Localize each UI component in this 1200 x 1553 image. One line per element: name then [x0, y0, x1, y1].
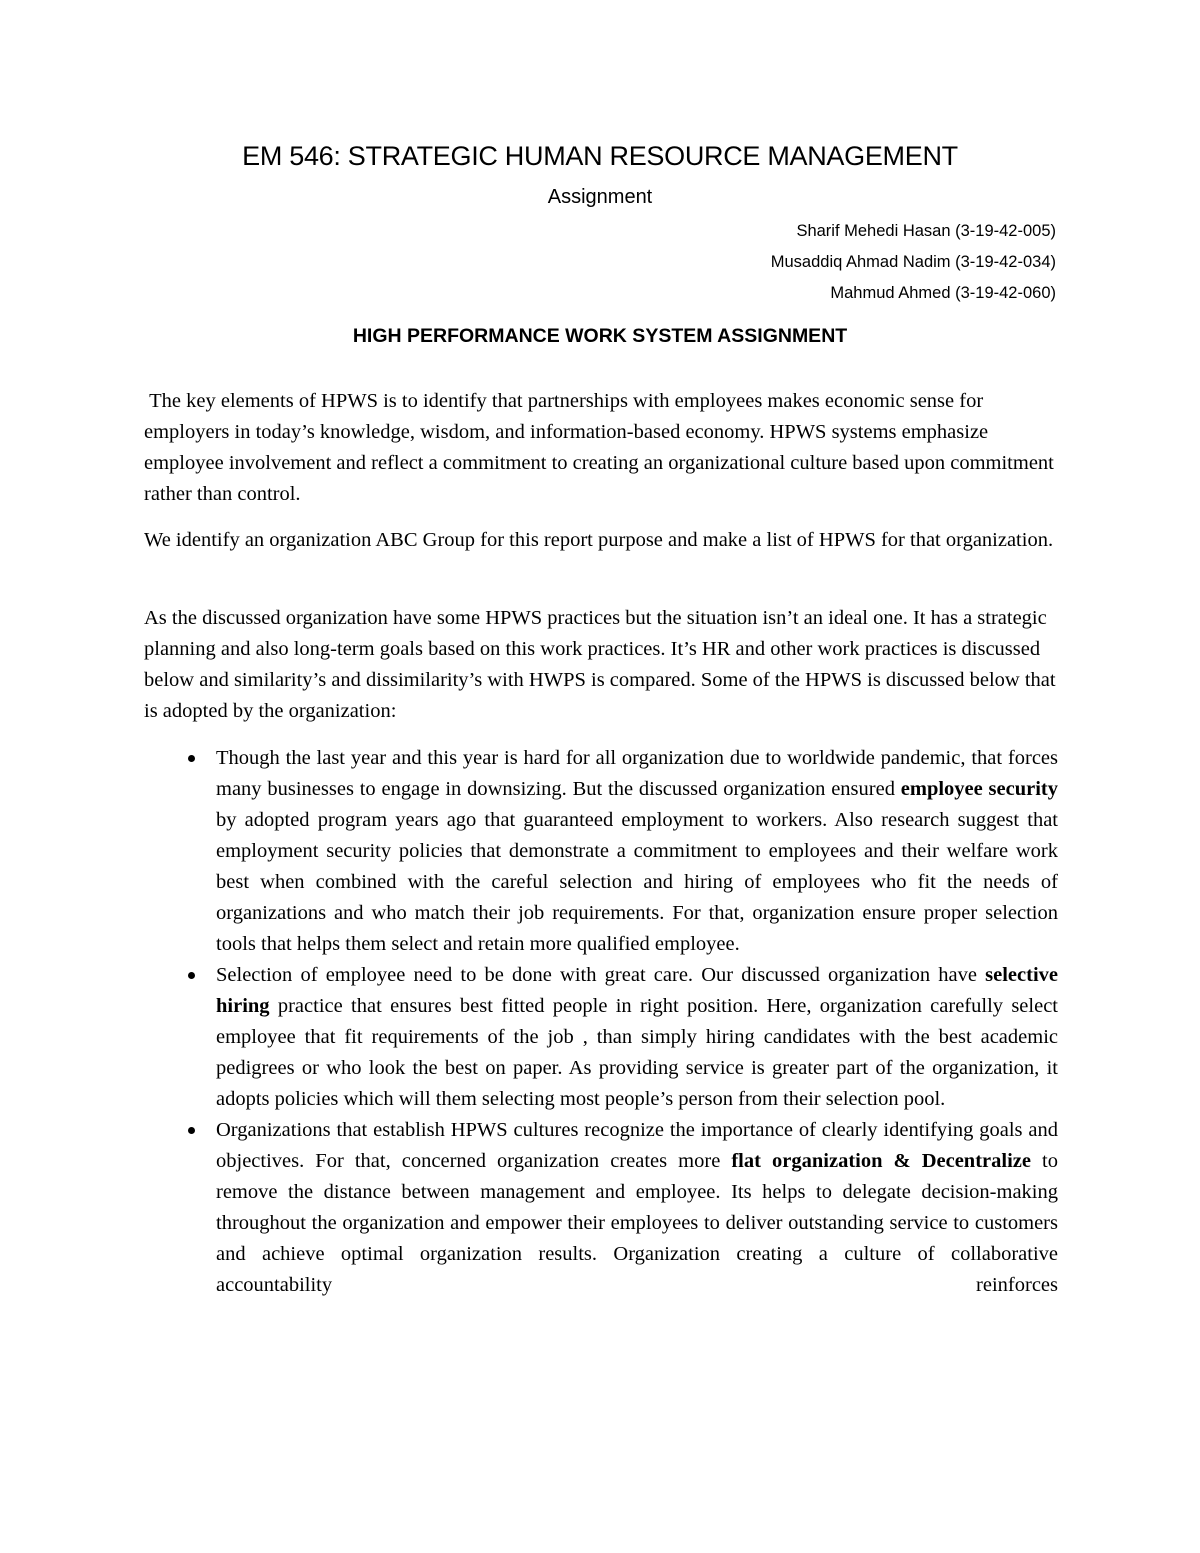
bullet-icon: [188, 755, 195, 762]
author-list: [771, 216, 1056, 309]
section-title: HIGH PERFORMANCE WORK SYSTEM ASSIGNMENT: [352, 325, 848, 347]
bullet-text: to remove the distance between management and employee. Its helps to delegate decision-making throughout the organization and empower their employees to deliver outstanding service to customers and achieve optimal organization results. Organization creating a culture of collaborative accountability reinforces: [216, 1150, 1058, 1296]
author-line: Sharif Mehedi Hasan (3-19-42-005): [796, 222, 1056, 240]
course-title: EM 546: STRATEGIC HUMAN RESOURCE MANAGEMENT: [242, 141, 958, 171]
bullet-text: practice that ensures best fitted people in right position. Here, organization carefully select employee that fit requirements of the job , than simply hiring candidates with the best academic pedigrees or who look the best on paper. As providing service is greater part of the organization, it adopts policies which will them selecting most people’s person from their selection pool.: [216, 995, 1058, 1110]
bullet-text: by adopted program years ago that guaranteed employment to workers. Also research suggest that employment security policies that demonstrate a commitment to employees and their welfare work best when combined with the careful selection and hiring of employees who fit the needs of organizations and who match their job requirements. For that, organization ensure proper selection tools that helps them select and retain more qualified employee.: [216, 809, 1058, 955]
body-paragraph: As the discussed organization have some HPWS practices but the situation isn’t an ideal one. It has a strategic planning and also long-term goals based on this work practices. It’s HR and other work practices is discussed below and similarity’s and dissimilarity’s with HWPS is compared. Some of the HPWS is discussed below that is adopted by the organization:: [144, 607, 1056, 722]
bullet-item: [144, 743, 1058, 960]
bullet-item: [144, 960, 1058, 1115]
bullet-icon: [188, 972, 195, 979]
bullet-icon: [188, 1127, 195, 1134]
bullet-keyword: employee security: [900, 778, 1059, 800]
bullet-keyword: selective hiring: [216, 964, 1058, 1017]
bullet-item: [144, 1115, 1058, 1301]
body-paragraph: The key elements of HPWS is to identify that partnerships with employees makes economic sense for employers in today’s knowledge, wisdom, and information-based economy. HPWS systems emphasize employee involvement and reflect a commitment to creating an organizational culture based upon commitment rather than control.: [144, 390, 1059, 505]
body-paragraph: We identify an organization ABC Group for this report purpose and make a list of HPWS for that organization.: [144, 529, 1054, 551]
bullet-text: Selection of employee need to be done with great care. Our discussed organization have: [216, 964, 986, 986]
bullet-keyword: flat organization & Decentralize: [731, 1150, 1031, 1172]
author-line: Mahmud Ahmed (3-19-42-060): [830, 284, 1056, 302]
bullet-text: Though the last year and this year is hard for all organization due to worldwide pandemic, that forces many businesses to engage in downsizing. But the discussed organization ensured: [216, 747, 1058, 800]
document-subtitle: Assignment: [547, 186, 653, 208]
author-line: Musaddiq Ahmad Nadim (3-19-42-034): [770, 253, 1056, 271]
bullet-text: Organizations that establish HPWS cultures recognize the importance of clearly identifying goals and objectives. For that, concerned organization creates more: [216, 1119, 1058, 1172]
hpws-bullet-list: [144, 743, 1058, 1301]
